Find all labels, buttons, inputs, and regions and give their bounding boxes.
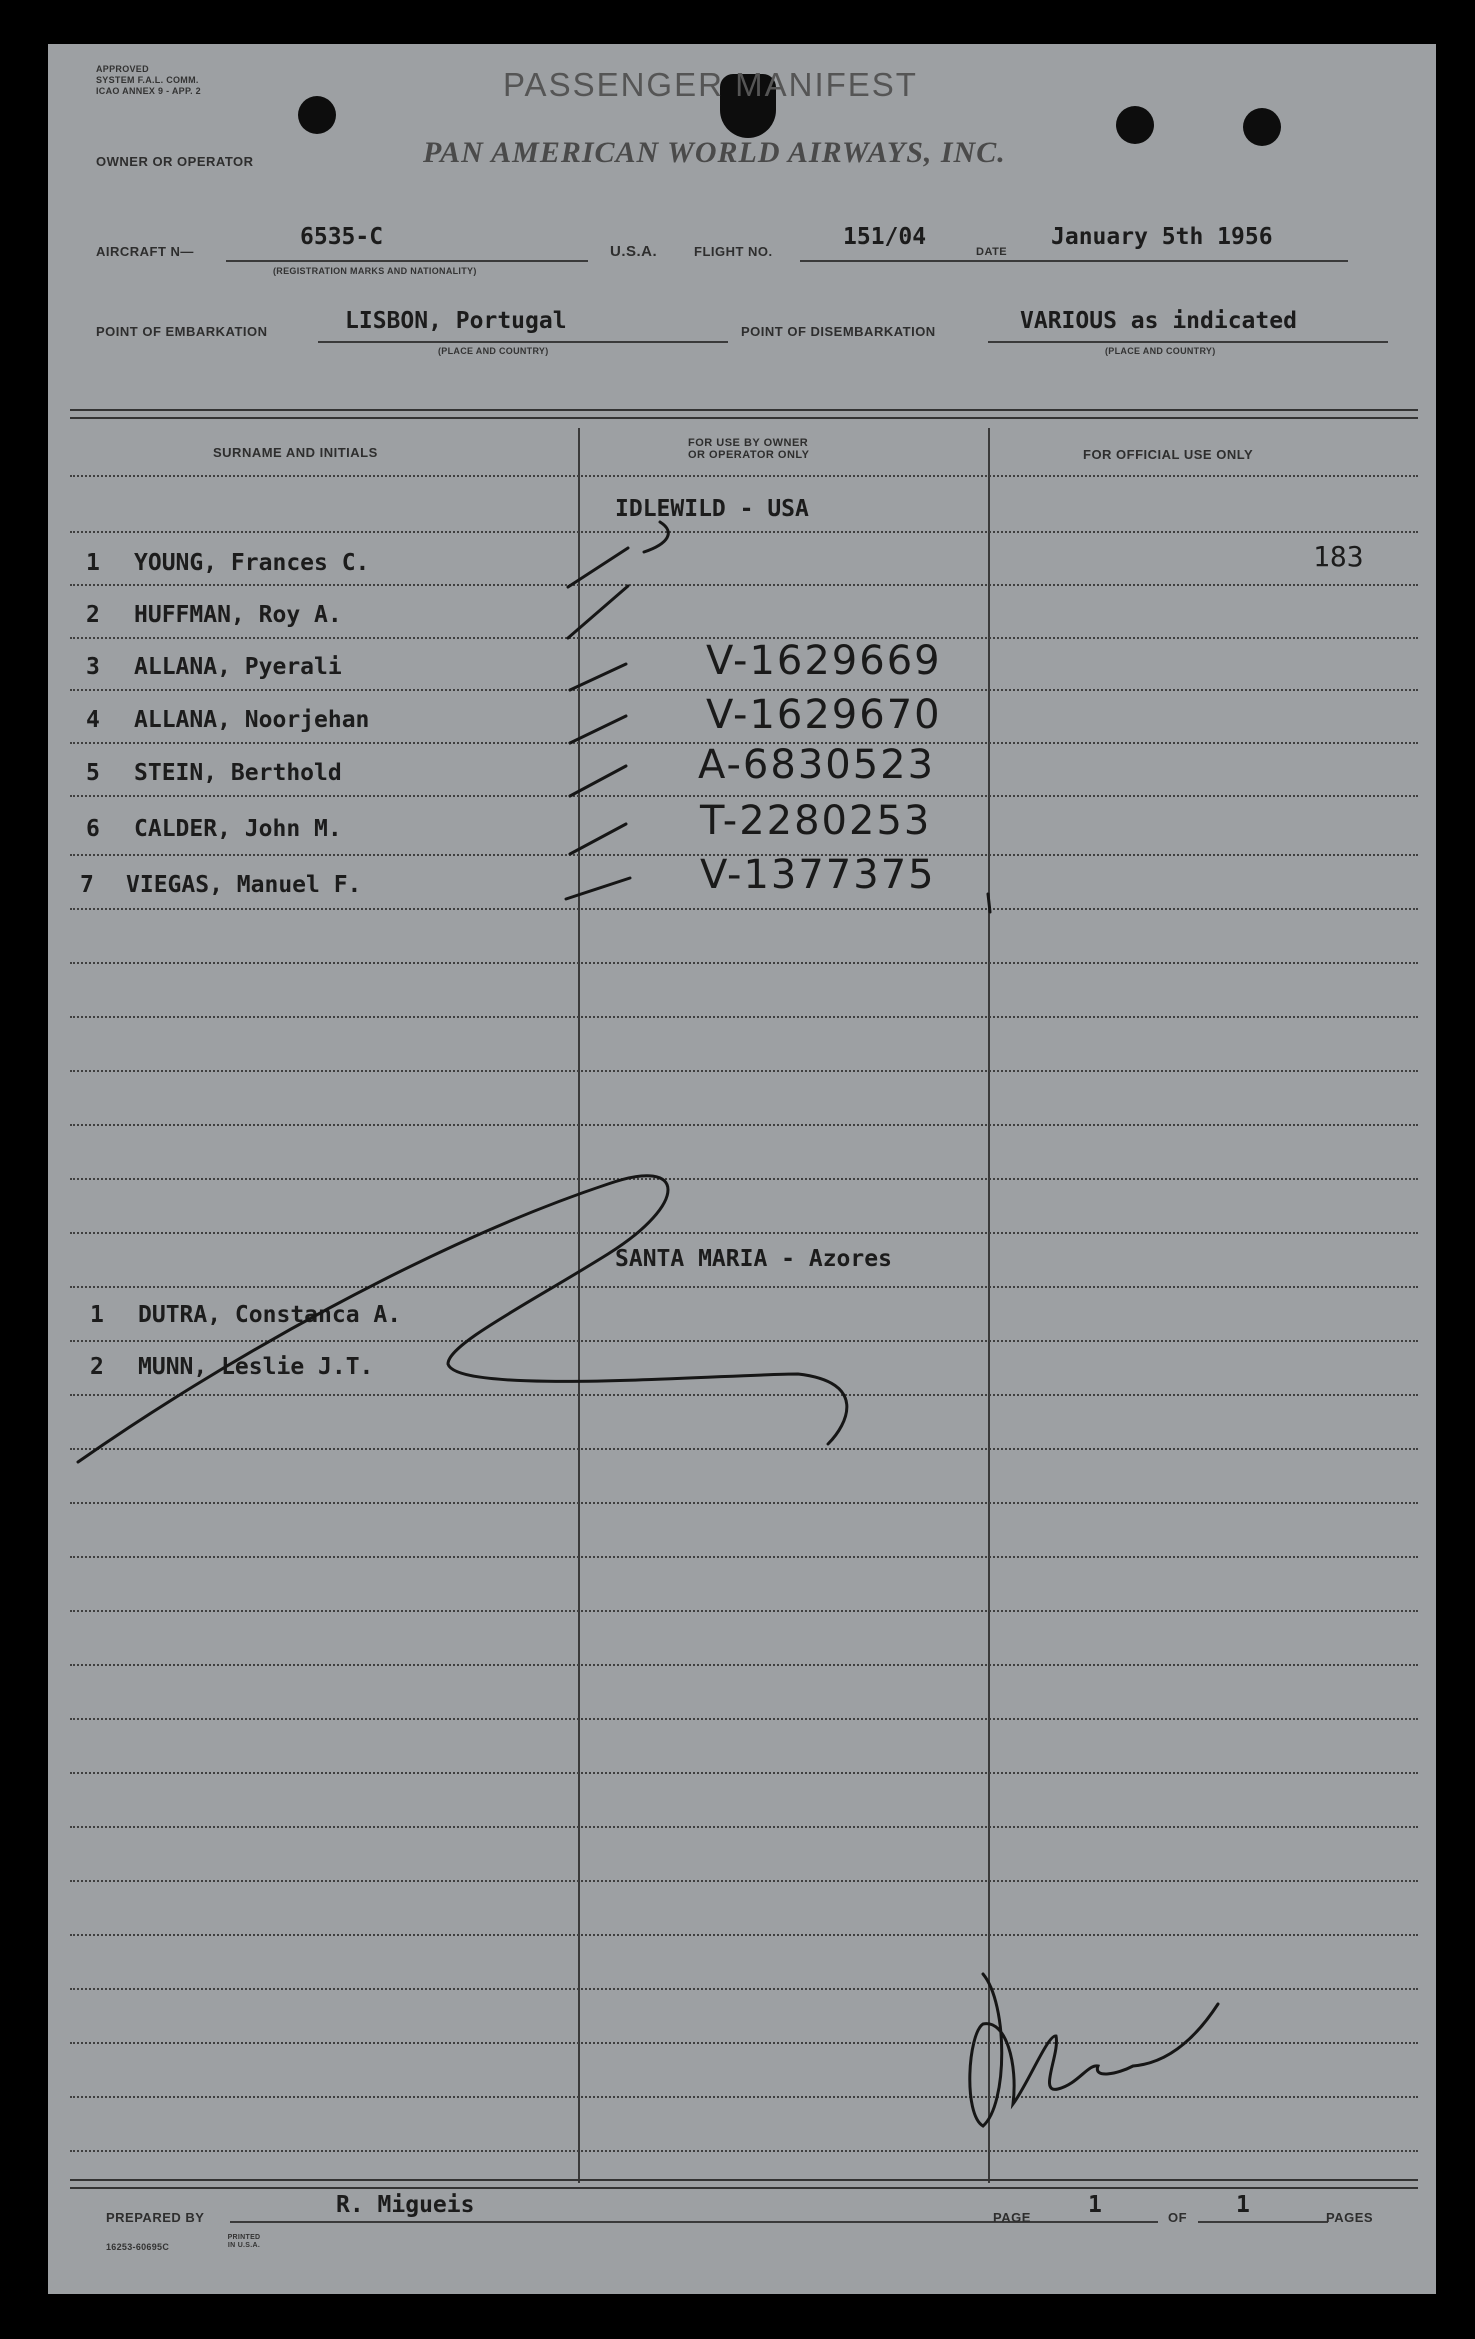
table-top-border [70,409,1418,419]
row-line [70,1124,1418,1126]
passenger-name: YOUNG, Frances C. [134,550,370,576]
row-line [70,1070,1418,1072]
row-line [70,1988,1418,1990]
row-line [70,689,1418,691]
col-surname-header: SURNAME AND INITIALS [213,445,378,460]
disembarkation-label: POINT OF DISEMBARKATION [741,324,936,339]
row-line [70,962,1418,964]
passenger-number: 5 [86,760,100,786]
official-count: 183 [1313,540,1364,573]
passenger-name: ALLANA, Pyerali [134,654,342,680]
check-mark [566,878,630,899]
passenger-number: 2 [86,602,100,628]
row-line [70,1502,1418,1504]
passport-number: V-1629670 [706,692,942,738]
flight-number: 151/04 [843,224,927,250]
row-line [70,1934,1418,1936]
row-line [70,1610,1418,1612]
of-value: 1 [1236,2192,1250,2218]
row-line [70,475,1418,477]
passport-number: V-1377375 [700,852,936,898]
check-mark [568,548,628,587]
passenger-name: STEIN, Berthold [134,760,342,786]
pages-label: PAGES [1326,2210,1374,2225]
passenger-name: ALLANA, Noorjehan [134,707,370,733]
printed-in: PRINTED IN U.S.A. [227,2234,261,2249]
row-line [70,1772,1418,1774]
handwritten-marks [48,44,1436,2294]
row-line [70,2096,1418,2098]
disembarkation-underline [988,341,1388,343]
prepared-by-label: PREPARED BY [106,2210,205,2225]
column-divider-1 [578,428,580,2183]
approval-line-2: SYSTEM F.A.L. COMM. [96,75,199,85]
passenger-name: MUNN, Leslie J.T. [138,1354,374,1380]
row-line [70,2150,1418,2152]
row-line [70,1016,1418,1018]
prepared-underline [230,2221,1040,2223]
flight-date: January 5th 1956 [1051,224,1273,250]
passenger-number: 6 [86,816,100,842]
passenger-number: 1 [86,550,100,576]
column-divider-2 [988,428,990,2183]
punch-hole-right-2 [1243,108,1281,146]
passenger-number: 2 [90,1354,104,1380]
disembarkation-sublabel: (PLACE AND COUNTRY) [1105,346,1216,356]
col-owner-header-1: FOR USE BY OWNER [688,437,809,449]
row-line [70,1664,1418,1666]
row-line [70,908,1418,910]
flight-underline [800,260,1020,262]
page-label: PAGE [993,2210,1031,2225]
passenger-number: 4 [86,707,100,733]
page-underline [1038,2221,1158,2223]
passenger-name: DUTRA, Constanca A. [138,1302,402,1328]
embarkation-label: POINT OF EMBARKATION [96,324,268,339]
row-line [70,1556,1418,1558]
punch-hole-left [298,96,336,134]
row-line [70,2042,1418,2044]
row-line [70,1340,1418,1342]
passenger-number: 3 [86,654,100,680]
row-line [70,1286,1418,1288]
row-line [70,795,1418,797]
check-mark [568,586,628,638]
row-line [70,584,1418,586]
aircraft-label: AIRCRAFT N— [96,244,194,259]
approval-line-1: APPROVED [96,64,149,74]
embarkation-sublabel: (PLACE AND COUNTRY) [438,346,549,356]
embarkation-value: LISBON, Portugal [345,308,567,334]
punch-hole-right-1 [1116,106,1154,144]
passenger-number: 1 [90,1302,104,1328]
page-value: 1 [1088,2192,1102,2218]
row-line [70,1232,1418,1234]
date-label: DATE [976,246,1008,258]
row-line [70,1718,1418,1720]
passport-number: V-1629669 [706,638,942,684]
row-line [70,531,1418,533]
row-line [70,1178,1418,1180]
approval-line-3: ICAO ANNEX 9 - APP. 2 [96,86,201,96]
disembarkation-value: VARIOUS as indicated [1020,308,1297,334]
passport-number: A-6830523 [698,742,936,788]
aircraft-country: U.S.A. [610,243,658,260]
table-bottom-border [70,2179,1418,2189]
embarkation-underline [318,341,728,343]
row-line [70,1394,1418,1396]
flight-label: FLIGHT NO. [694,244,773,259]
operator-name: PAN AMERICAN WORLD AIRWAYS, INC. [423,136,1006,169]
passenger-number: 7 [80,872,94,898]
date-underline [1018,260,1348,262]
passenger-name: CALDER, John M. [134,816,342,842]
passenger-name: HUFFMAN, Roy A. [134,602,342,628]
of-label: OF [1168,2210,1188,2225]
of-underline [1198,2221,1328,2223]
row-line [70,1448,1418,1450]
signature [970,1974,1218,2126]
page-title: PASSENGER MANIFEST [503,66,918,103]
row-line [70,1880,1418,1882]
aircraft-registration: 6535-C [300,224,384,250]
manifest-sheet [48,44,1436,2294]
owner-label: OWNER OR OPERATOR [96,154,254,169]
passport-number: T-2280253 [700,798,932,844]
aircraft-sublabel: (REGISTRATION MARKS AND NATIONALITY) [273,266,477,276]
col-owner-header-2: OR OPERATOR ONLY [688,449,810,461]
col-official-header: FOR OFFICIAL USE ONLY [1083,447,1254,462]
form-code: 16253-60695C [106,2242,170,2252]
section2-destination: SANTA MARIA - Azores [615,1246,892,1272]
passenger-name: VIEGAS, Manuel F. [126,872,362,898]
prepared-by-value: R. Migueis [336,2192,475,2218]
check-mark [644,522,668,552]
section1-destination: IDLEWILD - USA [615,496,809,522]
row-line [70,1826,1418,1828]
aircraft-underline [226,260,588,262]
